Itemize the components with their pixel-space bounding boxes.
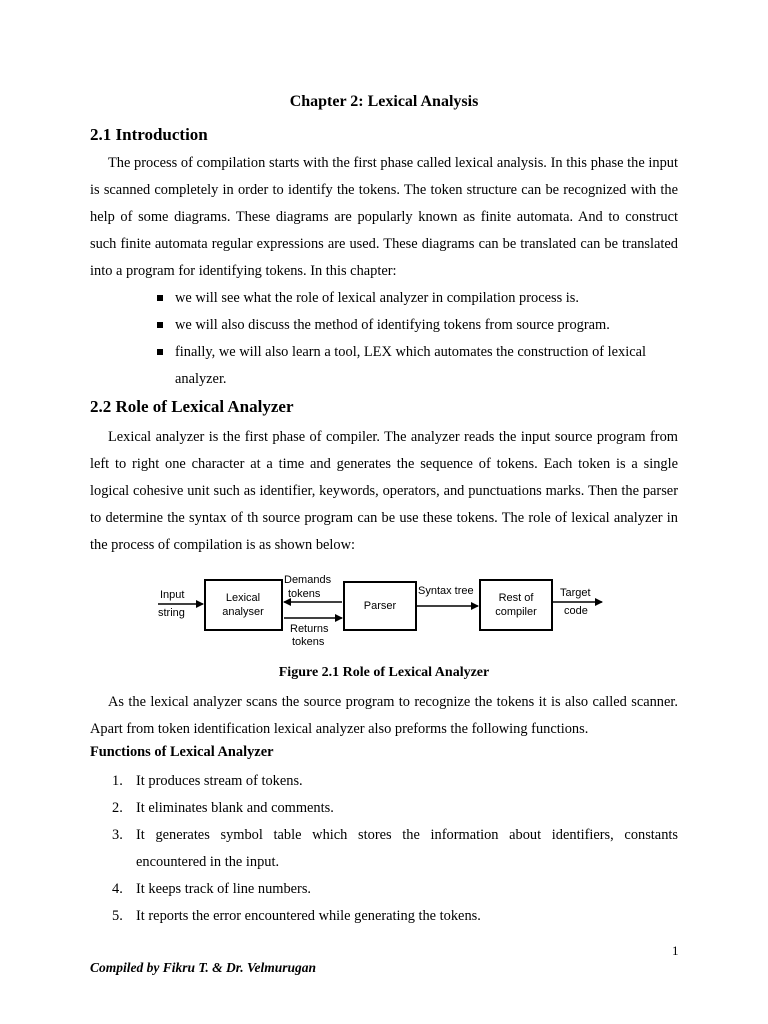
functions-heading: Functions of Lexical Analyzer (90, 744, 274, 760)
demands-label: Demands (284, 574, 332, 586)
list-item-text: finally, we will also learn a tool, LEX which automates the construction of lexical analyzer. (175, 344, 647, 387)
list-item (90, 768, 678, 795)
list-item-number: 4. (112, 881, 123, 897)
list-item-text: we will see what the role of lexical analyzer in compilation process is. (175, 290, 579, 306)
list-item-text: It produces stream of tokens. (136, 773, 303, 789)
list-item-text: It eliminates blank and comments. (136, 800, 334, 816)
scanner-paragraph (90, 689, 678, 743)
lexical-analyser-box (205, 580, 282, 630)
chapter-title: Chapter 2: Lexical Analysis (289, 93, 479, 110)
list-item-text: It reports the error encountered while generating the tokens. (136, 908, 481, 924)
role-text: Lexical analyzer is the first phase of compiler. The analyzer reads the input source program from left to right one character at a time and generates the sequence of tokens. Each token is a single logical cohesive unit such as identifier, keywords, operators, and punctuations marks. Then the parser to determine the syntax of th source program can be use these tokens. The role of lexical analyzer in the process of compilation is as shown below: (90, 429, 678, 553)
footer-credit: Compiled by Fikru T. & Dr. Velmurugan (90, 960, 317, 975)
list-item (90, 876, 678, 903)
list-item-text: It keeps track of line numbers. (136, 881, 312, 897)
list-item-number: 2. (112, 800, 123, 816)
target-label-2: code (564, 605, 588, 617)
bullet-icon (157, 295, 163, 301)
list-item (157, 339, 678, 393)
introduction-paragraph (90, 150, 678, 285)
lexical-analyser-label-2: analyser (222, 606, 264, 618)
list-item (157, 312, 678, 339)
rest-of-compiler-label: Rest of (498, 592, 534, 604)
returns-label-2: tokens (292, 636, 325, 648)
scanner-text: As the lexical analyzer scans the source program to recognize the tokens it is also called scanner. Apart from token identification lexical analyzer also preforms the following functions. (90, 694, 678, 737)
returns-label: Returns (290, 623, 329, 635)
list-item (157, 285, 678, 312)
list-item (90, 822, 678, 876)
syntax-tree-label: Syntax tree (418, 585, 474, 597)
input-label: Input (160, 589, 185, 601)
list-item-number: 1. (112, 773, 123, 789)
page-number: 1 (672, 943, 679, 958)
lexical-analyzer-diagram (150, 568, 610, 650)
section-heading-role: 2.2 Role of Lexical Analyzer (90, 397, 294, 416)
introduction-text: The process of compilation starts with the first phase called lexical analysis. In this phase the input is scanned completely in order to identify the tokens. The token structure can be recognized with the help of some diagrams. These diagrams are popularly known as finite automata. And to construct such finite automata regular expressions are used. These diagrams can be translated can be translated into a program for identifying tokens. In this chapter: (90, 155, 678, 279)
list-item-text: we will also discuss the method of identifying tokens from source program. (175, 317, 610, 333)
lexical-analyser-label: Lexical (225, 592, 261, 604)
rest-of-compiler-label-2: compiler (495, 606, 537, 618)
input-label-2: string (158, 607, 185, 619)
figure-caption: Figure 2.1 Role of Lexical Analyzer (278, 665, 490, 680)
rest-of-compiler-box (480, 580, 552, 630)
list-item-number: 5. (112, 908, 123, 924)
parser-label: Parser (363, 600, 397, 612)
chapter-goals-list (157, 285, 678, 393)
target-label: Target (560, 587, 591, 599)
role-paragraph (90, 424, 678, 559)
demands-label-2: tokens (288, 588, 321, 600)
section-heading-introduction: 2.1 Introduction (90, 125, 208, 144)
bullet-icon (157, 322, 163, 328)
list-item (90, 903, 678, 930)
functions-list (90, 768, 678, 930)
list-item-number: 3. (112, 827, 123, 843)
list-item (90, 795, 678, 822)
list-item-text: It generates symbol table which stores the information about identifiers, constants encountered in the input. (136, 827, 678, 870)
bullet-icon (157, 349, 163, 355)
